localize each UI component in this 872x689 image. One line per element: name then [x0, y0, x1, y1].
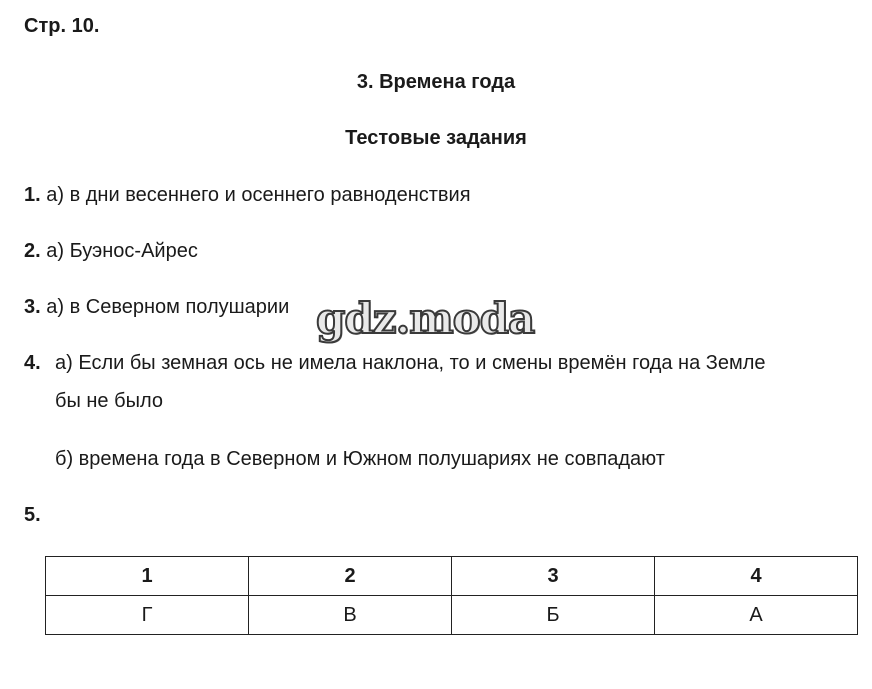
table-header-cell: 2	[249, 557, 452, 596]
answer-4-number: 4.	[24, 352, 41, 374]
table-header-cell: 4	[655, 557, 858, 596]
answer-4-part-b: б) времена года в Северном и Южном полушариях не совпадают	[55, 448, 665, 470]
answer-number: 3.	[24, 296, 41, 318]
table-cell: Г	[46, 596, 249, 635]
answer-table	[45, 556, 858, 635]
table-cell: Б	[452, 596, 655, 635]
table-cell: А	[655, 596, 858, 635]
subtitle: Тестовые задания	[345, 127, 527, 149]
table-header-row	[46, 557, 858, 596]
section-title: 3. Времена года	[356, 71, 516, 93]
answer-4-part-a-line2: бы не было	[55, 390, 163, 412]
answer-number: 2.	[24, 240, 41, 262]
watermark-logo: gdz.moda	[316, 294, 535, 343]
answer-3	[24, 296, 289, 319]
table-header-cell: 1	[46, 557, 249, 596]
answer-1	[24, 184, 471, 207]
table-header-cell: 3	[452, 557, 655, 596]
answer-2	[24, 240, 198, 263]
answer-number: 1.	[24, 184, 41, 206]
answer-text: а) в Северном полушарии	[40, 296, 290, 318]
answer-5-number: 5.	[24, 504, 41, 526]
table-row	[46, 596, 858, 635]
page-label: Стр. 10.	[24, 15, 100, 37]
answer-text: а) Буэнос-Айрес	[40, 240, 198, 262]
answer-4-part-a-line1: а) Если бы земная ось не имела наклона, то и смены времён года на Земле	[55, 352, 766, 374]
table-cell: В	[249, 596, 452, 635]
answer-text: а) в дни весеннего и осеннего равноденствия	[40, 184, 471, 206]
